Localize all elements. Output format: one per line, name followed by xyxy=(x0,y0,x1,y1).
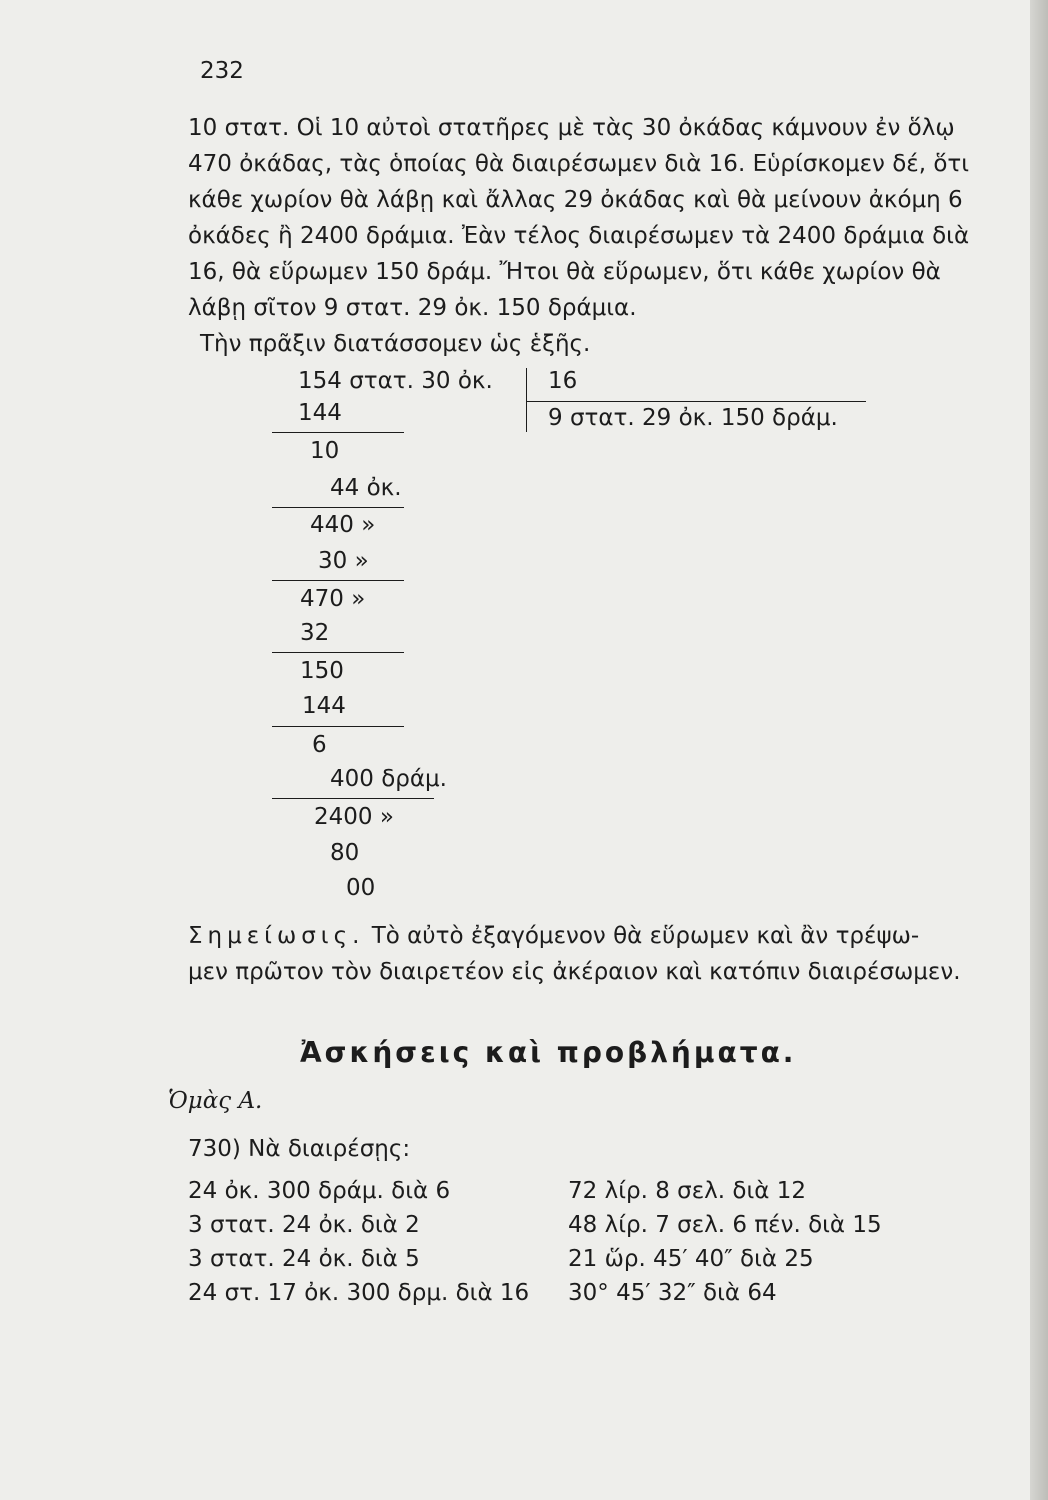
division-rule xyxy=(272,798,434,799)
division-step: 144 xyxy=(302,693,346,719)
division-step: 10 xyxy=(310,438,340,464)
note-text: Τὸ αὐτὸ ἐξαγόμενον θὰ εὕρωμεν καὶ ἂν τρέψω- xyxy=(371,923,920,949)
exercise-item: 21 ὥρ. 45′ 40″ διὰ 25 xyxy=(568,1246,814,1272)
note-paragraph xyxy=(188,918,1016,990)
division-step: 6 xyxy=(312,732,327,758)
text-line: 16, θὰ εὕρωμεν 150 δράμ. Ἤτοι θὰ εὕρωμεν, ὅτι κάθε χωρίον θὰ xyxy=(188,259,941,285)
division-rule xyxy=(272,507,404,508)
division-rule xyxy=(272,580,404,581)
division-step: 144 xyxy=(298,400,342,426)
division-rule xyxy=(272,432,404,433)
division-step: 2400 » xyxy=(314,804,394,830)
text-line: ὀκάδες ἢ 2400 δράμια. Ἐὰν τέλος διαιρέσωμεν τὰ 2400 δράμια διὰ xyxy=(188,223,970,249)
exercise-item: 3 στατ. 24 ὀκ. διὰ 2 xyxy=(188,1212,420,1238)
note-line-1 xyxy=(188,918,1016,954)
division-step: 00 xyxy=(346,875,376,901)
exercise-item: 24 ὀκ. 300 δράμ. διὰ 6 xyxy=(188,1178,451,1204)
division-quotient: 9 στατ. 29 ὀκ. 150 δράμ. xyxy=(548,405,838,431)
text-line: κάθε χωρίον θὰ λάβῃ καὶ ἄλλας 29 ὀκάδας καὶ θὰ μείνουν ἀκόμη 6 xyxy=(188,187,963,213)
exercise-item: 3 στατ. 24 ὀκ. διὰ 5 xyxy=(188,1246,420,1272)
group-label: Ὁμὰς Α. xyxy=(168,1088,263,1114)
division-step: 44 ὀκ. xyxy=(330,475,402,501)
division-step: 32 xyxy=(300,620,330,646)
text-line: Τὴν πρᾶξιν διατάσσομεν ὡς ἑξῆς. xyxy=(200,331,591,357)
division-step: 80 xyxy=(330,840,360,866)
division-rule xyxy=(272,652,404,653)
section-title: Ἀσκήσεις καὶ προβλήματα. xyxy=(300,1036,797,1069)
division-step: 440 » xyxy=(310,512,376,538)
exercise-item: 72 λίρ. 8 σελ. διὰ 12 xyxy=(568,1178,806,1204)
division-divisor: 16 xyxy=(548,368,578,394)
exercise-item: 24 στ. 17 ὀκ. 300 δρμ. διὰ 16 xyxy=(188,1280,530,1306)
text-line: 10 στατ. Οἱ 10 αὐτοὶ στατῆρες μὲ τὰς 30 ὀκάδας κάμνουν ἐν ὅλῳ xyxy=(188,115,955,141)
division-step: 400 δράμ. xyxy=(330,766,447,792)
text-line: 470 ὀκάδας, τὰς ὁποίας θὰ διαιρέσωμεν διὰ 16. Εὑρίσκομεν δέ, ὅτι xyxy=(188,151,970,177)
exercise-title: 730) Νὰ διαιρέσῃς: xyxy=(188,1136,411,1162)
note-label: Σημείωσις. xyxy=(188,923,365,949)
quotient-rule xyxy=(526,401,866,402)
division-step: 30 » xyxy=(318,548,369,574)
page-number: 232 xyxy=(200,58,244,84)
division-step: 150 xyxy=(300,658,344,684)
text-line: λάβῃ σῖτον 9 στατ. 29 ὀκ. 150 δράμια. xyxy=(188,295,637,321)
division-rule xyxy=(272,726,404,727)
division-dividend: 154 στατ. 30 ὀκ. xyxy=(298,368,493,394)
division-bar xyxy=(526,368,527,432)
exercise-item: 30° 45′ 32″ διὰ 64 xyxy=(568,1280,777,1306)
division-step: 470 » xyxy=(300,586,366,612)
note-line-2: μεν πρῶτον τὸν διαιρετέον εἰς ἀκέραιον καὶ κατόπιν διαιρέσωμεν. xyxy=(188,959,961,985)
exercise-item: 48 λίρ. 7 σελ. 6 πέν. διὰ 15 xyxy=(568,1212,882,1238)
